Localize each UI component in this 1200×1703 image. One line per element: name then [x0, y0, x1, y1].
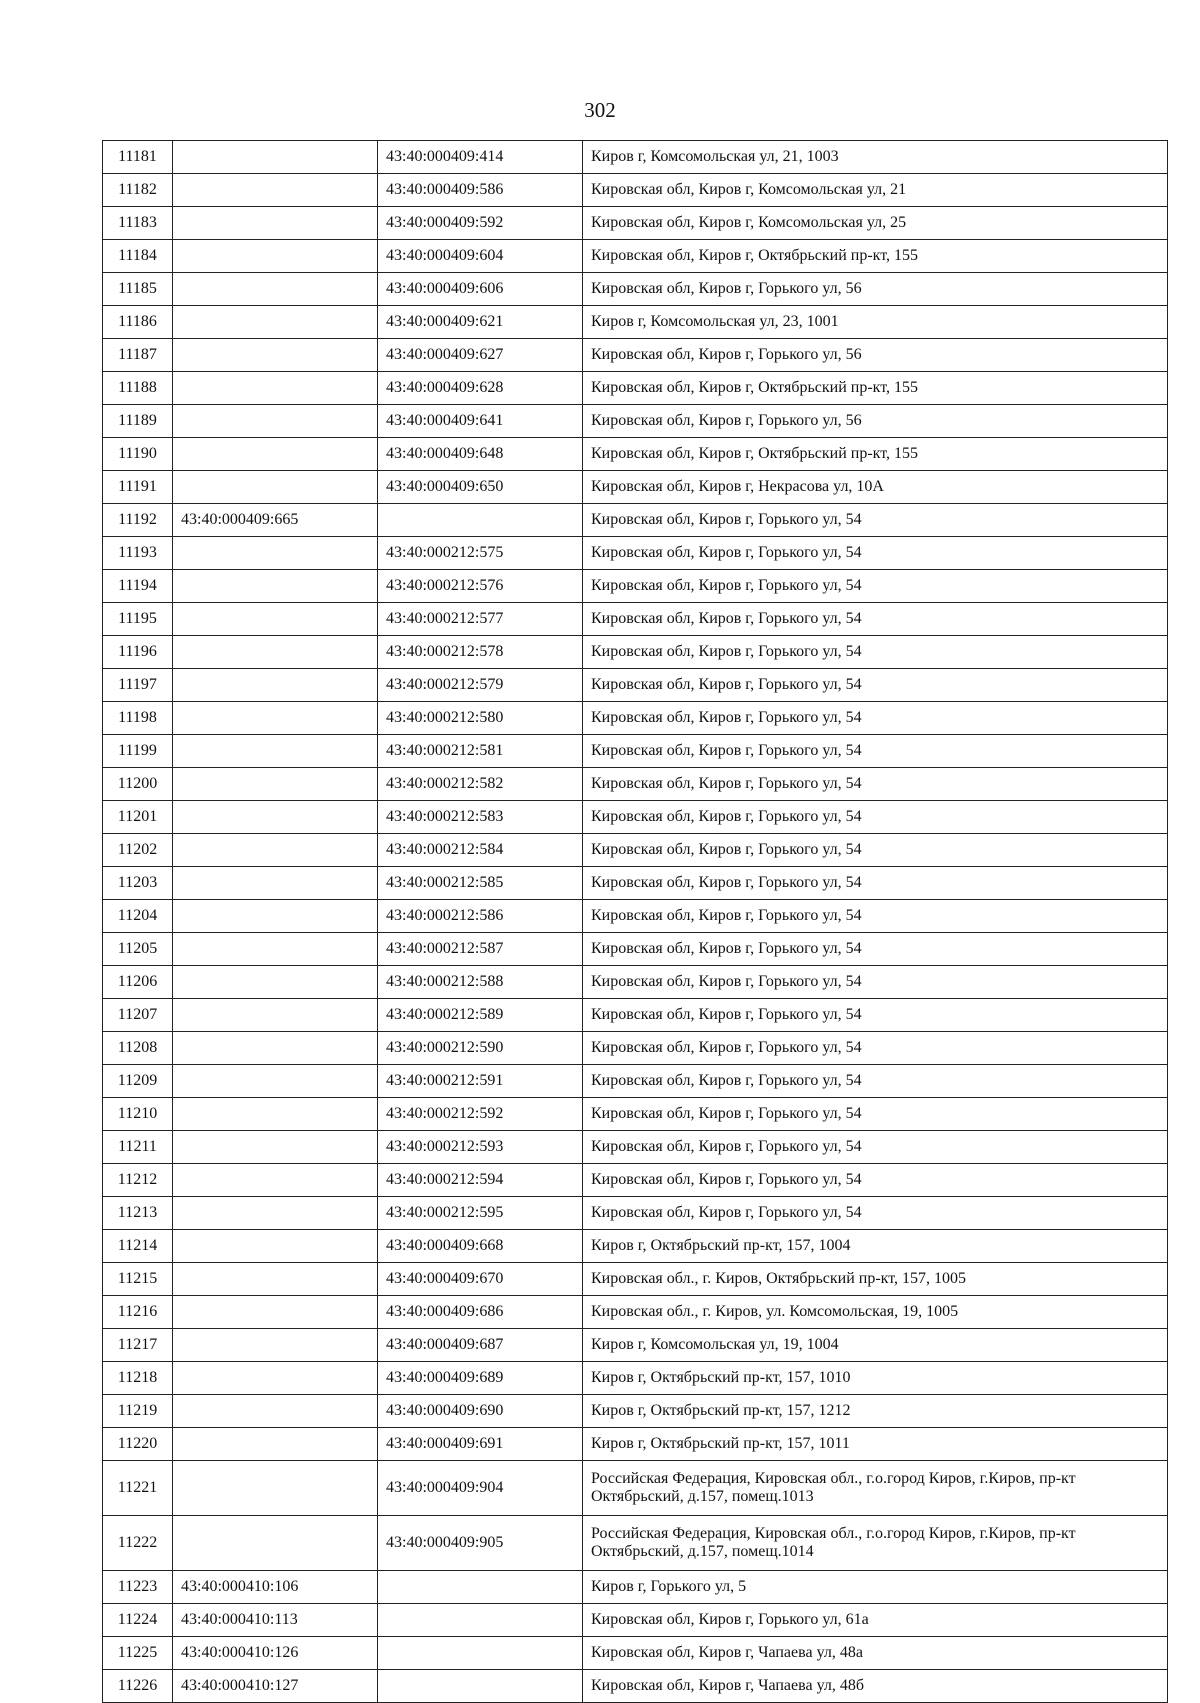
building-cadastral-number-cell: 43:40:000212:590: [378, 1032, 583, 1065]
address-cell: Кировская обл, Киров г, Горького ул, 54: [583, 570, 1168, 603]
building-cadastral-number-cell: 43:40:000409:904: [378, 1461, 583, 1516]
row-number-cell: 11185: [103, 273, 173, 306]
building-cadastral-number-cell: 43:40:000409:650: [378, 471, 583, 504]
building-cadastral-number-cell: 43:40:000409:905: [378, 1516, 583, 1571]
building-cadastral-number-cell: 43:40:000212:579: [378, 669, 583, 702]
parcel-cadastral-number-cell: [173, 273, 378, 306]
address-cell: Кировская обл, Киров г, Горького ул, 56: [583, 273, 1168, 306]
parcel-cadastral-number-cell: [173, 1230, 378, 1263]
parcel-cadastral-number-cell: [173, 438, 378, 471]
table-row: [103, 1098, 1168, 1131]
table-row: [103, 603, 1168, 636]
parcel-cadastral-number-cell: [173, 570, 378, 603]
row-number-cell: 11189: [103, 405, 173, 438]
row-number-cell: 11217: [103, 1329, 173, 1362]
parcel-cadastral-number-cell: [173, 306, 378, 339]
address-cell: Кировская обл, Киров г, Чапаева ул, 48б: [583, 1670, 1168, 1703]
address-cell: Кировская обл, Киров г, Горького ул, 54: [583, 1065, 1168, 1098]
table-row: [103, 1263, 1168, 1296]
parcel-cadastral-number-cell: [173, 966, 378, 999]
address-cell: Кировская обл, Киров г, Горького ул, 61а: [583, 1604, 1168, 1637]
building-cadastral-number-cell: 43:40:000409:691: [378, 1428, 583, 1461]
parcel-cadastral-number-cell: [173, 834, 378, 867]
row-number-cell: 11216: [103, 1296, 173, 1329]
table-row: [103, 240, 1168, 273]
building-cadastral-number-cell: 43:40:000212:583: [378, 801, 583, 834]
parcel-cadastral-number-cell: [173, 174, 378, 207]
address-cell: Киров г, Комсомольская ул, 19, 1004: [583, 1329, 1168, 1362]
building-cadastral-number-cell: 43:40:000409:606: [378, 273, 583, 306]
parcel-cadastral-number-cell: [173, 141, 378, 174]
row-number-cell: 11205: [103, 933, 173, 966]
table-row: [103, 570, 1168, 603]
building-cadastral-number-cell: 43:40:000212:595: [378, 1197, 583, 1230]
address-cell: Кировская обл, Киров г, Комсомольская ул, 21: [583, 174, 1168, 207]
parcel-cadastral-number-cell: [173, 471, 378, 504]
address-cell: Кировская обл, Киров г, Горького ул, 54: [583, 801, 1168, 834]
address-cell: Кировская обл, Киров г, Горького ул, 54: [583, 1164, 1168, 1197]
row-number-cell: 11204: [103, 900, 173, 933]
address-cell: Кировская обл, Киров г, Горького ул, 54: [583, 966, 1168, 999]
parcel-cadastral-number-cell: 43:40:000410:106: [173, 1571, 378, 1604]
address-cell: Российская Федерация, Кировская обл., г.о.город Киров, г.Киров, пр-кт Октябрьский, д.157, помещ.1014: [583, 1516, 1168, 1571]
building-cadastral-number-cell: 43:40:000409:686: [378, 1296, 583, 1329]
table-row: [103, 1065, 1168, 1098]
table-row: [103, 471, 1168, 504]
parcel-cadastral-number-cell: [173, 1362, 378, 1395]
parcel-cadastral-number-cell: [173, 933, 378, 966]
row-number-cell: 11206: [103, 966, 173, 999]
address-cell: Киров г, Горького ул, 5: [583, 1571, 1168, 1604]
building-cadastral-number-cell: 43:40:000212:587: [378, 933, 583, 966]
table-row: [103, 174, 1168, 207]
row-number-cell: 11209: [103, 1065, 173, 1098]
building-cadastral-number-cell: [378, 1571, 583, 1604]
parcel-cadastral-number-cell: [173, 1164, 378, 1197]
table-row: [103, 999, 1168, 1032]
address-cell: Кировская обл, Киров г, Горького ул, 54: [583, 702, 1168, 735]
building-cadastral-number-cell: 43:40:000212:585: [378, 867, 583, 900]
row-number-cell: 11212: [103, 1164, 173, 1197]
table-row: [103, 966, 1168, 999]
parcel-cadastral-number-cell: [173, 1263, 378, 1296]
table-row: [103, 141, 1168, 174]
address-cell: Кировская обл, Киров г, Горького ул, 54: [583, 504, 1168, 537]
table-row: [103, 405, 1168, 438]
building-cadastral-number-cell: [378, 1637, 583, 1670]
table-row: [103, 1230, 1168, 1263]
row-number-cell: 11193: [103, 537, 173, 570]
table-row: [103, 1516, 1168, 1571]
table-row: [103, 1461, 1168, 1516]
address-cell: Кировская обл, Киров г, Комсомольская ул, 25: [583, 207, 1168, 240]
parcel-cadastral-number-cell: [173, 1516, 378, 1571]
row-number-cell: 11197: [103, 669, 173, 702]
address-cell: Кировская обл, Киров г, Горького ул, 54: [583, 1098, 1168, 1131]
parcel-cadastral-number-cell: 43:40:000410:126: [173, 1637, 378, 1670]
table-row: [103, 1395, 1168, 1428]
row-number-cell: 11210: [103, 1098, 173, 1131]
address-cell: Кировская обл, Киров г, Горького ул, 54: [583, 900, 1168, 933]
table-row: [103, 339, 1168, 372]
row-number-cell: 11182: [103, 174, 173, 207]
address-cell: Кировская обл, Киров г, Горького ул, 56: [583, 339, 1168, 372]
building-cadastral-number-cell: 43:40:000409:414: [378, 141, 583, 174]
table-row: [103, 1670, 1168, 1703]
table-row: [103, 636, 1168, 669]
parcel-cadastral-number-cell: [173, 1428, 378, 1461]
row-number-cell: 11191: [103, 471, 173, 504]
building-cadastral-number-cell: 43:40:000409:641: [378, 405, 583, 438]
building-cadastral-number-cell: 43:40:000212:592: [378, 1098, 583, 1131]
address-cell: Кировская обл, Киров г, Горького ул, 54: [583, 933, 1168, 966]
registry-table-body: [103, 141, 1168, 1703]
table-row: [103, 273, 1168, 306]
table-row: [103, 669, 1168, 702]
parcel-cadastral-number-cell: [173, 207, 378, 240]
table-row: [103, 702, 1168, 735]
address-cell: Киров г, Октябрьский пр-кт, 157, 1212: [583, 1395, 1168, 1428]
address-cell: Кировская обл, Киров г, Октябрьский пр-кт, 155: [583, 438, 1168, 471]
building-cadastral-number-cell: 43:40:000409:604: [378, 240, 583, 273]
parcel-cadastral-number-cell: [173, 405, 378, 438]
building-cadastral-number-cell: 43:40:000212:577: [378, 603, 583, 636]
parcel-cadastral-number-cell: [173, 339, 378, 372]
address-cell: Киров г, Комсомольская ул, 23, 1001: [583, 306, 1168, 339]
building-cadastral-number-cell: 43:40:000409:586: [378, 174, 583, 207]
building-cadastral-number-cell: 43:40:000409:628: [378, 372, 583, 405]
building-cadastral-number-cell: 43:40:000409:592: [378, 207, 583, 240]
building-cadastral-number-cell: 43:40:000212:593: [378, 1131, 583, 1164]
table-row: [103, 933, 1168, 966]
row-number-cell: 11215: [103, 1263, 173, 1296]
row-number-cell: 11219: [103, 1395, 173, 1428]
parcel-cadastral-number-cell: 43:40:000409:665: [173, 504, 378, 537]
address-cell: Кировская обл, Киров г, Горького ул, 54: [583, 768, 1168, 801]
address-cell: Кировская обл, Киров г, Горького ул, 54: [583, 537, 1168, 570]
building-cadastral-number-cell: 43:40:000212:589: [378, 999, 583, 1032]
address-cell: Кировская обл, Киров г, Горького ул, 54: [583, 1197, 1168, 1230]
parcel-cadastral-number-cell: 43:40:000410:113: [173, 1604, 378, 1637]
table-row: [103, 1637, 1168, 1670]
table-row: [103, 537, 1168, 570]
building-cadastral-number-cell: 43:40:000212:575: [378, 537, 583, 570]
row-number-cell: 11218: [103, 1362, 173, 1395]
page-number: 302: [584, 98, 616, 122]
address-cell: Киров г, Октябрьский пр-кт, 157, 1010: [583, 1362, 1168, 1395]
address-cell: Кировская обл, Киров г, Некрасова ул, 10А: [583, 471, 1168, 504]
row-number-cell: 11213: [103, 1197, 173, 1230]
parcel-cadastral-number-cell: [173, 768, 378, 801]
registry-table: [102, 140, 1168, 1703]
building-cadastral-number-cell: 43:40:000409:648: [378, 438, 583, 471]
row-number-cell: 11186: [103, 306, 173, 339]
parcel-cadastral-number-cell: 43:40:000410:127: [173, 1670, 378, 1703]
row-number-cell: 11225: [103, 1637, 173, 1670]
parcel-cadastral-number-cell: [173, 1329, 378, 1362]
building-cadastral-number-cell: [378, 1670, 583, 1703]
row-number-cell: 11203: [103, 867, 173, 900]
table-row: [103, 735, 1168, 768]
row-number-cell: 11199: [103, 735, 173, 768]
table-row: [103, 1329, 1168, 1362]
parcel-cadastral-number-cell: [173, 801, 378, 834]
address-cell: Кировская обл., г. Киров, Октябрьский пр-кт, 157, 1005: [583, 1263, 1168, 1296]
parcel-cadastral-number-cell: [173, 1065, 378, 1098]
parcel-cadastral-number-cell: [173, 636, 378, 669]
table-row: [103, 207, 1168, 240]
address-cell: Кировская обл, Киров г, Горького ул, 54: [583, 603, 1168, 636]
row-number-cell: 11183: [103, 207, 173, 240]
address-cell: Кировская обл, Киров г, Горького ул, 54: [583, 999, 1168, 1032]
row-number-cell: 11226: [103, 1670, 173, 1703]
parcel-cadastral-number-cell: [173, 1032, 378, 1065]
row-number-cell: 11224: [103, 1604, 173, 1637]
building-cadastral-number-cell: 43:40:000212:586: [378, 900, 583, 933]
parcel-cadastral-number-cell: [173, 999, 378, 1032]
address-cell: Киров г, Комсомольская ул, 21, 1003: [583, 141, 1168, 174]
table-row: [103, 1296, 1168, 1329]
row-number-cell: 11220: [103, 1428, 173, 1461]
parcel-cadastral-number-cell: [173, 735, 378, 768]
address-cell: Кировская обл, Киров г, Горького ул, 54: [583, 636, 1168, 669]
row-number-cell: 11202: [103, 834, 173, 867]
row-number-cell: 11208: [103, 1032, 173, 1065]
building-cadastral-number-cell: 43:40:000212:578: [378, 636, 583, 669]
table-row: [103, 801, 1168, 834]
table-row: [103, 372, 1168, 405]
address-cell: Кировская обл, Киров г, Горького ул, 54: [583, 834, 1168, 867]
address-cell: Кировская обл, Киров г, Горького ул, 54: [583, 735, 1168, 768]
row-number-cell: 11211: [103, 1131, 173, 1164]
parcel-cadastral-number-cell: [173, 1395, 378, 1428]
parcel-cadastral-number-cell: [173, 900, 378, 933]
address-cell: Кировская обл, Киров г, Горького ул, 56: [583, 405, 1168, 438]
row-number-cell: 11194: [103, 570, 173, 603]
address-cell: Российская Федерация, Кировская обл., г.о.город Киров, г.Киров, пр-кт Октябрьский, д.157, помещ.1013: [583, 1461, 1168, 1516]
address-cell: Кировская обл, Киров г, Горького ул, 54: [583, 669, 1168, 702]
parcel-cadastral-number-cell: [173, 372, 378, 405]
address-cell: Кировская обл, Киров г, Горького ул, 54: [583, 867, 1168, 900]
row-number-cell: 11195: [103, 603, 173, 636]
building-cadastral-number-cell: 43:40:000212:582: [378, 768, 583, 801]
row-number-cell: 11184: [103, 240, 173, 273]
table-row: [103, 1362, 1168, 1395]
building-cadastral-number-cell: 43:40:000409:687: [378, 1329, 583, 1362]
row-number-cell: 11196: [103, 636, 173, 669]
address-cell: Кировская обл., г. Киров, ул. Комсомольская, 19, 1005: [583, 1296, 1168, 1329]
row-number-cell: 11188: [103, 372, 173, 405]
address-cell: Кировская обл, Киров г, Октябрьский пр-кт, 155: [583, 240, 1168, 273]
row-number-cell: 11223: [103, 1571, 173, 1604]
row-number-cell: 11181: [103, 141, 173, 174]
address-cell: Кировская обл, Киров г, Горького ул, 54: [583, 1131, 1168, 1164]
row-number-cell: 11201: [103, 801, 173, 834]
address-cell: Кировская обл, Киров г, Горького ул, 54: [583, 1032, 1168, 1065]
building-cadastral-number-cell: 43:40:000212:581: [378, 735, 583, 768]
building-cadastral-number-cell: 43:40:000212:584: [378, 834, 583, 867]
parcel-cadastral-number-cell: [173, 1131, 378, 1164]
parcel-cadastral-number-cell: [173, 1197, 378, 1230]
building-cadastral-number-cell: 43:40:000409:670: [378, 1263, 583, 1296]
address-cell: Киров г, Октябрьский пр-кт, 157, 1011: [583, 1428, 1168, 1461]
address-cell: Кировская обл, Киров г, Чапаева ул, 48а: [583, 1637, 1168, 1670]
table-row: [103, 1571, 1168, 1604]
parcel-cadastral-number-cell: [173, 1098, 378, 1131]
row-number-cell: 11214: [103, 1230, 173, 1263]
table-row: [103, 1604, 1168, 1637]
address-cell: Кировская обл, Киров г, Октябрьский пр-кт, 155: [583, 372, 1168, 405]
table-row: [103, 438, 1168, 471]
table-row: [103, 1197, 1168, 1230]
building-cadastral-number-cell: 43:40:000409:668: [378, 1230, 583, 1263]
table-row: [103, 834, 1168, 867]
building-cadastral-number-cell: 43:40:000409:621: [378, 306, 583, 339]
building-cadastral-number-cell: 43:40:000409:627: [378, 339, 583, 372]
table-row: [103, 867, 1168, 900]
row-number-cell: 11200: [103, 768, 173, 801]
row-number-cell: 11198: [103, 702, 173, 735]
building-cadastral-number-cell: 43:40:000409:689: [378, 1362, 583, 1395]
table-row: [103, 1032, 1168, 1065]
row-number-cell: 11222: [103, 1516, 173, 1571]
building-cadastral-number-cell: 43:40:000409:690: [378, 1395, 583, 1428]
table-row: [103, 1428, 1168, 1461]
table-row: [103, 1164, 1168, 1197]
table-row: [103, 900, 1168, 933]
building-cadastral-number-cell: 43:40:000212:591: [378, 1065, 583, 1098]
parcel-cadastral-number-cell: [173, 240, 378, 273]
row-number-cell: 11190: [103, 438, 173, 471]
row-number-cell: 11187: [103, 339, 173, 372]
building-cadastral-number-cell: 43:40:000212:588: [378, 966, 583, 999]
table-row: [103, 504, 1168, 537]
row-number-cell: 11207: [103, 999, 173, 1032]
parcel-cadastral-number-cell: [173, 1461, 378, 1516]
row-number-cell: 11221: [103, 1461, 173, 1516]
parcel-cadastral-number-cell: [173, 867, 378, 900]
parcel-cadastral-number-cell: [173, 669, 378, 702]
parcel-cadastral-number-cell: [173, 1296, 378, 1329]
address-cell: Киров г, Октябрьский пр-кт, 157, 1004: [583, 1230, 1168, 1263]
table-row: [103, 306, 1168, 339]
building-cadastral-number-cell: [378, 1604, 583, 1637]
building-cadastral-number-cell: [378, 504, 583, 537]
parcel-cadastral-number-cell: [173, 603, 378, 636]
table-row: [103, 1131, 1168, 1164]
parcel-cadastral-number-cell: [173, 702, 378, 735]
row-number-cell: 11192: [103, 504, 173, 537]
building-cadastral-number-cell: 43:40:000212:580: [378, 702, 583, 735]
table-row: [103, 768, 1168, 801]
building-cadastral-number-cell: 43:40:000212:576: [378, 570, 583, 603]
building-cadastral-number-cell: 43:40:000212:594: [378, 1164, 583, 1197]
parcel-cadastral-number-cell: [173, 537, 378, 570]
